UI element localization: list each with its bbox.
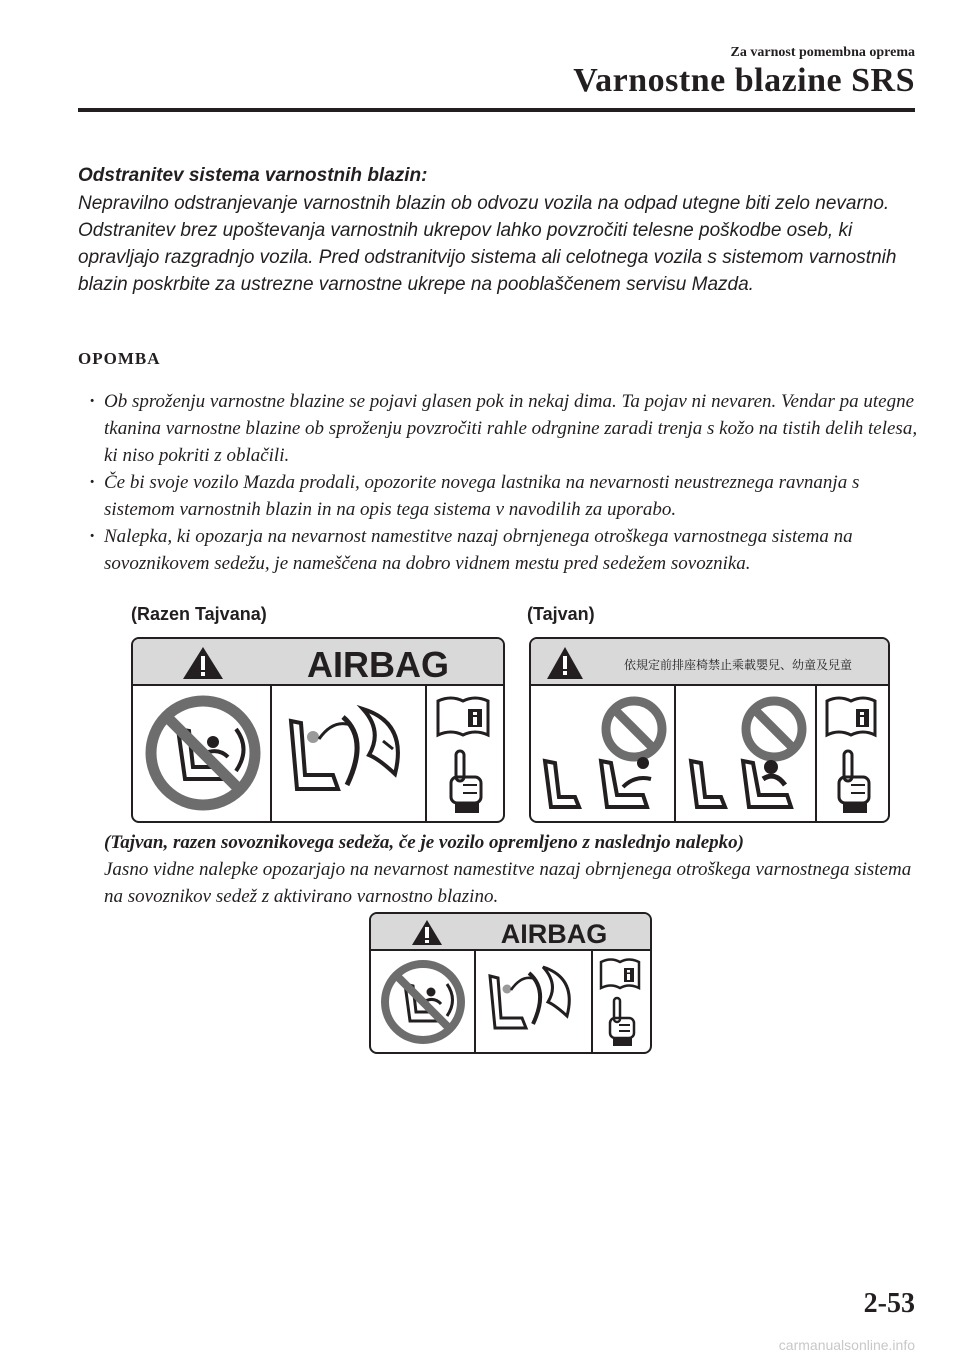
taiwan-warning-label	[529, 637, 890, 823]
manual-info-icon	[827, 698, 875, 735]
airbag-text: AIRBAG	[307, 644, 449, 685]
finger-point-icon	[610, 998, 634, 1046]
section-body: Nepravilno odstranjevanje varnostnih blazin ob odvozu vozila na odpad utegne biti zelo nevarno. Odstranitev brez upoštevanja varnostnih ukrepov lahko povzročiti telesne poškodbe oseb, ki opravljajo razgradnjo vozila. Pred odstranitvijo sistema ali celotnega vozila s sistemom varnostnih blazin poskrbite za ustrezne varnostne ukrepe na pooblaščenem servisu Mazda.	[78, 193, 897, 295]
note-item: · Če bi svoje vozilo Mazda prodali, opozorite novega lastnika na nevarnosti neustreznega ravnanja s sistemom varnostnih blazin in na opis tega sistema v navodilih za uporabo.	[104, 469, 919, 523]
taiwan-caption	[104, 829, 919, 910]
watermark: carmanualsonline.info	[778, 1337, 915, 1353]
header-divider	[78, 108, 915, 112]
note-heading: OPOMBA	[78, 349, 161, 368]
caption-title: (Tajvan, razen sovoznikovega sedeža, če je vozilo opremljeno z naslednjo nalepko)	[104, 832, 744, 853]
prohibition-icon	[606, 701, 662, 757]
airbag-text-small: AIRBAG	[500, 919, 608, 949]
caption-body: Jasno vidne nalepke opozarjajo na nevarnost namestitve nazaj obrnjenega otroškega varnostnega sistema na sovoznikov sedež z aktivirano varnostno blazino.	[104, 859, 912, 907]
airbag-deploy-icon	[291, 709, 398, 789]
child-seat-icon	[743, 760, 791, 807]
manual-info-icon	[601, 960, 639, 989]
seat-icon	[545, 761, 579, 807]
section-title: Odstranitev sistema varnostnih blazin:	[78, 165, 428, 186]
finger-point-icon	[451, 751, 481, 813]
finger-point-icon	[839, 751, 869, 813]
prohibition-icon	[746, 701, 802, 757]
note-item: · Ob sproženju varnostne blazine se pojavi glasen pok in nekaj dima. Ta pojav ni nevaren. Vendar pa utegne tkanina varnostne blazine ob sproženju povzročiti rahle odrgnine zaradi trenja s kožo na tistih delih telesa, ki niso pokriti z oblačili.	[104, 388, 919, 469]
child-seat-icon	[601, 757, 651, 807]
page-number: 2-53	[863, 1288, 915, 1319]
label-caption-non-taiwan: (Razen Tajvana)	[131, 604, 267, 624]
manual-info-icon	[438, 698, 488, 735]
airbag-deploy-icon	[490, 967, 569, 1028]
airbag-warning-label-small	[369, 912, 652, 1054]
label-caption-taiwan: (Tajvan)	[527, 604, 595, 624]
taiwan-warning-text: 依規定前排座椅禁止乘載嬰兒、幼童及兒童	[623, 658, 853, 672]
note-item: · Nalepka, ki opozarja na nevarnost namestitve nazaj obrnjenega otroškega varnostnega sistema na sovoznikovem sedežu, je nameščena na dobro vidnem mestu pred sedežem sovoznika.	[104, 523, 919, 577]
no-rear-facing-seat-icon	[385, 964, 461, 1040]
seat-icon	[691, 761, 725, 807]
airbag-warning-label	[131, 637, 505, 823]
page-title: Varnostne blazine SRS	[573, 62, 915, 99]
no-rear-facing-seat-icon	[151, 701, 255, 805]
chapter-title: Za varnost pomembna oprema	[730, 45, 915, 60]
note-list	[104, 388, 919, 577]
